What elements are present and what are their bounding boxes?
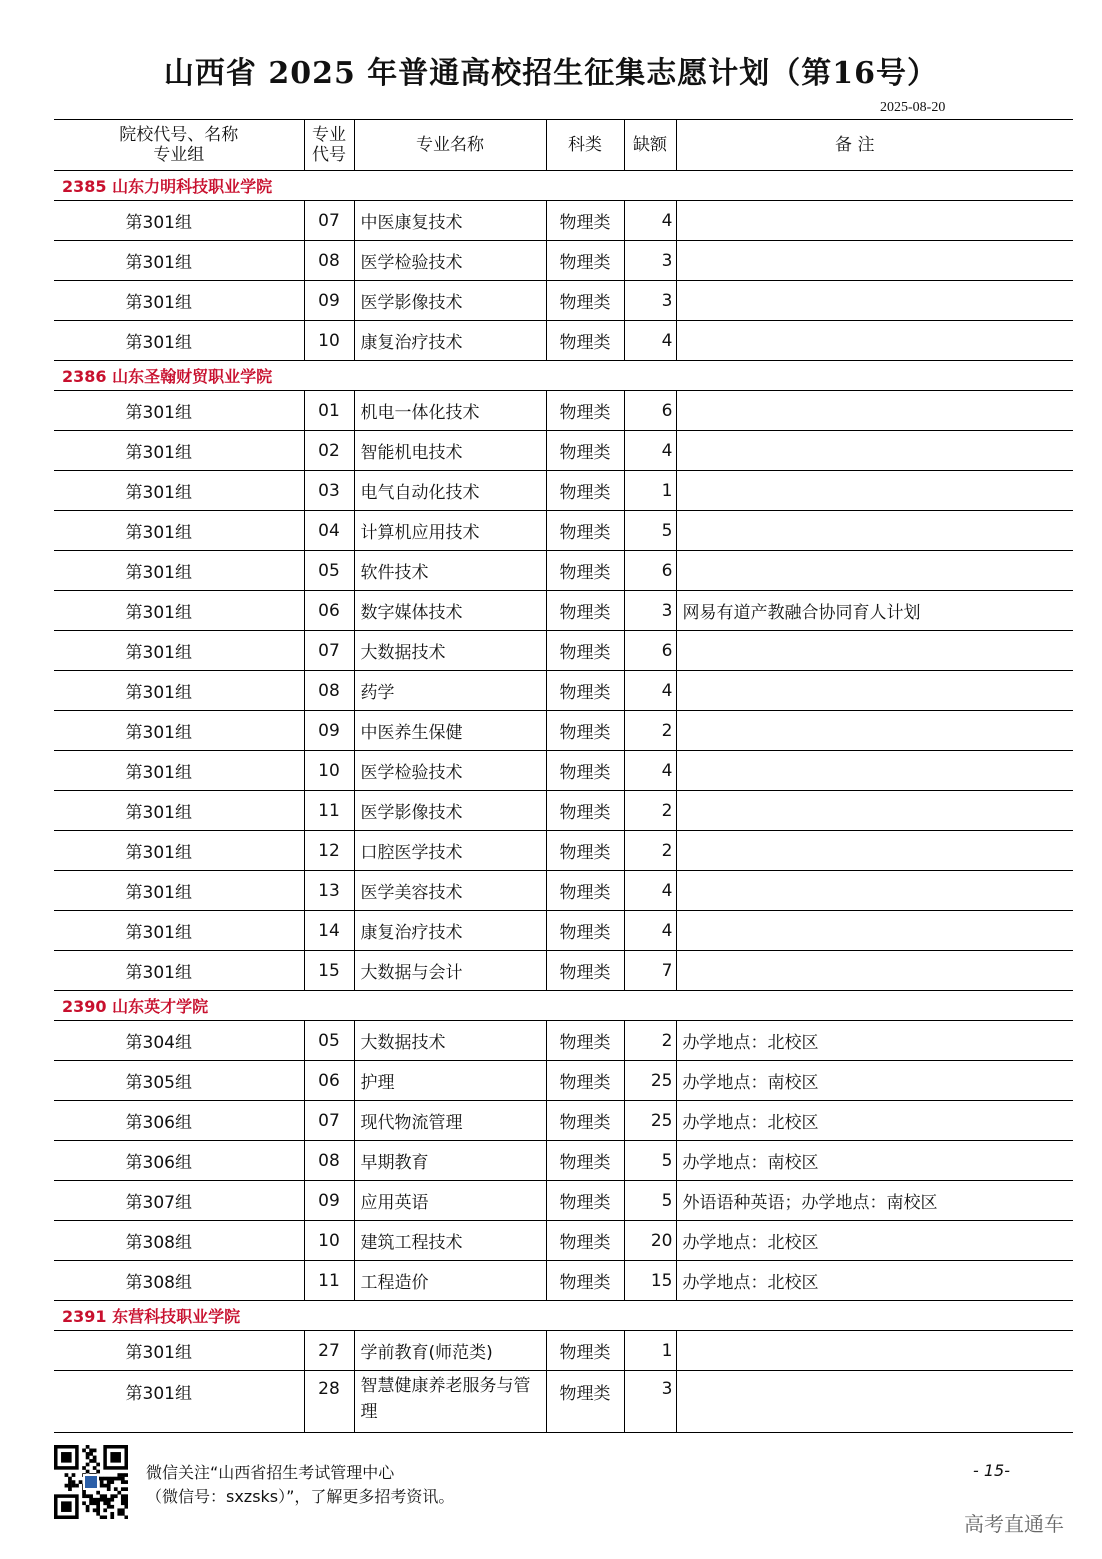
major-code-cell: 08 (304, 241, 354, 281)
table-row (54, 321, 1073, 361)
category-cell: 物理类 (546, 431, 624, 471)
school-name: 2391 东营科技职业学院 (54, 1301, 1073, 1331)
group-cell: 第301组 (54, 591, 304, 631)
major-name-cell: 医学检验技术 (354, 751, 546, 791)
major-name-cell: 康复治疗技术 (354, 321, 546, 361)
category-cell: 物理类 (546, 711, 624, 751)
major-name-cell: 口腔医学技术 (354, 831, 546, 871)
note-cell (676, 201, 1073, 241)
note-cell (676, 751, 1073, 791)
quota-cell: 5 (624, 511, 676, 551)
category-cell: 物理类 (546, 791, 624, 831)
major-name-cell: 学前教育(师范类) (354, 1331, 546, 1371)
major-code-cell: 12 (304, 831, 354, 871)
major-name-cell: 软件技术 (354, 551, 546, 591)
major-name-cell: 早期教育 (354, 1141, 546, 1181)
table-row (54, 281, 1073, 321)
category-cell: 物理类 (546, 1141, 624, 1181)
header-school-group (54, 120, 304, 171)
group-cell: 第306组 (54, 1141, 304, 1181)
header-category: 科类 (546, 120, 624, 171)
category-cell: 物理类 (546, 1021, 624, 1061)
table-row (54, 711, 1073, 751)
major-code-cell: 09 (304, 711, 354, 751)
category-cell: 物理类 (546, 201, 624, 241)
note-cell: 办学地点：北校区 (676, 1261, 1073, 1301)
quota-cell: 3 (624, 1371, 676, 1433)
group-cell: 第301组 (54, 1331, 304, 1371)
note-cell (676, 241, 1073, 281)
category-cell: 物理类 (546, 591, 624, 631)
table-row (54, 391, 1073, 431)
quota-cell: 20 (624, 1221, 676, 1261)
table-row (54, 471, 1073, 511)
major-name-cell: 智能机电技术 (354, 431, 546, 471)
quota-cell: 5 (624, 1141, 676, 1181)
group-cell: 第301组 (54, 471, 304, 511)
quota-cell: 4 (624, 201, 676, 241)
quota-cell: 4 (624, 751, 676, 791)
major-name-cell: 现代物流管理 (354, 1101, 546, 1141)
major-code-cell: 08 (304, 1141, 354, 1181)
category-cell: 物理类 (546, 1181, 624, 1221)
group-cell: 第301组 (54, 631, 304, 671)
note-cell (676, 1371, 1073, 1433)
major-name-cell: 数字媒体技术 (354, 591, 546, 631)
category-cell: 物理类 (546, 911, 624, 951)
note-cell (676, 431, 1073, 471)
table-row (54, 1101, 1073, 1141)
category-cell: 物理类 (546, 951, 624, 991)
major-code-cell: 10 (304, 321, 354, 361)
quota-cell: 1 (624, 471, 676, 511)
quota-cell: 1 (624, 1331, 676, 1371)
category-cell: 物理类 (546, 1331, 624, 1371)
note-cell (676, 711, 1073, 751)
page-title: 山西省 2025 年普通高校招生征集志愿计划（第16号） (163, 56, 939, 91)
note-cell (676, 671, 1073, 711)
category-cell: 物理类 (546, 631, 624, 671)
group-cell: 第301组 (54, 511, 304, 551)
major-name-cell: 药学 (354, 671, 546, 711)
major-name-cell: 智慧健康养老服务与管理 (354, 1371, 546, 1433)
table-row (54, 1371, 1073, 1433)
table-row (54, 201, 1073, 241)
major-code-cell: 14 (304, 911, 354, 951)
page-number: - 15- (973, 1461, 1010, 1480)
quota-cell: 4 (624, 911, 676, 951)
note-cell (676, 551, 1073, 591)
group-cell: 第301组 (54, 431, 304, 471)
note-cell: 网易有道产教融合协同育人计划 (676, 591, 1073, 631)
quota-cell: 2 (624, 1021, 676, 1061)
quota-cell: 2 (624, 831, 676, 871)
table-body (54, 171, 1073, 1433)
group-cell: 第301组 (54, 241, 304, 281)
table-header-row (54, 120, 1073, 171)
quota-cell: 6 (624, 631, 676, 671)
major-code-cell: 06 (304, 591, 354, 631)
group-cell: 第307组 (54, 1181, 304, 1221)
major-code-cell: 28 (304, 1371, 354, 1433)
quota-cell: 6 (624, 551, 676, 591)
major-code-cell: 09 (304, 281, 354, 321)
qr-code-icon (54, 1445, 128, 1519)
group-cell: 第301组 (54, 711, 304, 751)
category-cell: 物理类 (546, 1371, 624, 1433)
school-section-row (54, 171, 1073, 201)
major-code-cell: 13 (304, 871, 354, 911)
note-cell (676, 391, 1073, 431)
quota-cell: 3 (624, 281, 676, 321)
major-name-cell: 大数据技术 (354, 1021, 546, 1061)
major-code-cell: 07 (304, 201, 354, 241)
note-cell (676, 831, 1073, 871)
major-code-cell: 11 (304, 791, 354, 831)
category-cell: 物理类 (546, 751, 624, 791)
group-cell: 第306组 (54, 1101, 304, 1141)
quota-cell: 4 (624, 431, 676, 471)
table-row (54, 1331, 1073, 1371)
major-name-cell: 大数据与会计 (354, 951, 546, 991)
note-cell (676, 321, 1073, 361)
category-cell: 物理类 (546, 281, 624, 321)
major-name-cell: 中医康复技术 (354, 201, 546, 241)
school-name: 2386 山东圣翰财贸职业学院 (54, 361, 1073, 391)
major-name-cell: 应用英语 (354, 1181, 546, 1221)
quota-cell: 3 (624, 591, 676, 631)
table-row (54, 241, 1073, 281)
table-row (54, 871, 1073, 911)
category-cell: 物理类 (546, 1061, 624, 1101)
table-row (54, 1061, 1073, 1101)
table-row (54, 951, 1073, 991)
group-cell: 第301组 (54, 281, 304, 321)
school-section-row (54, 1301, 1073, 1331)
group-cell: 第301组 (54, 391, 304, 431)
note-cell (676, 471, 1073, 511)
watermark-text: 高考直通车 (964, 1512, 1064, 1536)
major-code-cell: 10 (304, 1221, 354, 1261)
header-school-group-line1: 院校代号、名称 (119, 125, 239, 145)
table-row (54, 631, 1073, 671)
enrollment-table (54, 119, 1073, 1433)
group-cell: 第301组 (54, 1371, 304, 1433)
category-cell: 物理类 (546, 511, 624, 551)
note-cell: 办学地点：北校区 (676, 1021, 1073, 1061)
enrollment-table-wrapper (54, 119, 1073, 1433)
note-cell: 办学地点：南校区 (676, 1141, 1073, 1181)
major-code-cell: 15 (304, 951, 354, 991)
major-name-cell: 护理 (354, 1061, 546, 1101)
category-cell: 物理类 (546, 241, 624, 281)
major-name-cell: 中医养生保健 (354, 711, 546, 751)
group-cell: 第308组 (54, 1261, 304, 1301)
school-section-row (54, 991, 1073, 1021)
quota-cell: 5 (624, 1181, 676, 1221)
table-row (54, 1261, 1073, 1301)
table-row (54, 551, 1073, 591)
quota-cell: 25 (624, 1101, 676, 1141)
table-row (54, 1021, 1073, 1061)
category-cell: 物理类 (546, 471, 624, 511)
publish-date: 2025-08-20 (880, 100, 946, 115)
note-cell (676, 791, 1073, 831)
table-row (54, 831, 1073, 871)
note-cell: 办学地点：北校区 (676, 1101, 1073, 1141)
category-cell: 物理类 (546, 391, 624, 431)
school-section-row (54, 361, 1073, 391)
note-cell (676, 911, 1073, 951)
table-row (54, 1221, 1073, 1261)
table-row (54, 1141, 1073, 1181)
footer-wechat-note (146, 1461, 454, 1509)
major-name-cell: 大数据技术 (354, 631, 546, 671)
category-cell: 物理类 (546, 1101, 624, 1141)
school-name: 2385 山东力明科技职业学院 (54, 171, 1073, 201)
major-code-cell: 27 (304, 1331, 354, 1371)
major-code-cell: 11 (304, 1261, 354, 1301)
header-quota: 缺额 (624, 120, 676, 171)
major-code-cell: 01 (304, 391, 354, 431)
major-code-cell: 07 (304, 1101, 354, 1141)
group-cell: 第301组 (54, 321, 304, 361)
header-code-line1: 专业 (312, 125, 346, 145)
quota-cell: 2 (624, 791, 676, 831)
header-code-line2: 代号 (312, 145, 346, 165)
group-cell: 第301组 (54, 951, 304, 991)
group-cell: 第301组 (54, 671, 304, 711)
quota-cell: 3 (624, 241, 676, 281)
major-code-cell: 03 (304, 471, 354, 511)
major-code-cell: 07 (304, 631, 354, 671)
quota-cell: 4 (624, 871, 676, 911)
table-row (54, 591, 1073, 631)
header-major-code (304, 120, 354, 171)
category-cell: 物理类 (546, 1261, 624, 1301)
major-code-cell: 05 (304, 1021, 354, 1061)
quota-cell: 4 (624, 321, 676, 361)
quota-cell: 15 (624, 1261, 676, 1301)
table-row (54, 751, 1073, 791)
major-code-cell: 10 (304, 751, 354, 791)
note-cell (676, 511, 1073, 551)
group-cell: 第301组 (54, 201, 304, 241)
group-cell: 第301组 (54, 831, 304, 871)
category-cell: 物理类 (546, 871, 624, 911)
major-name-cell: 工程造价 (354, 1261, 546, 1301)
major-code-cell: 05 (304, 551, 354, 591)
major-name-cell: 建筑工程技术 (354, 1221, 546, 1261)
major-name-cell: 电气自动化技术 (354, 471, 546, 511)
table-row (54, 911, 1073, 951)
header-notes: 备 注 (676, 120, 1073, 171)
group-cell: 第301组 (54, 871, 304, 911)
major-code-cell: 09 (304, 1181, 354, 1221)
category-cell: 物理类 (546, 671, 624, 711)
note-cell (676, 951, 1073, 991)
note-cell (676, 871, 1073, 911)
quota-cell: 7 (624, 951, 676, 991)
major-name-cell: 康复治疗技术 (354, 911, 546, 951)
note-cell: 办学地点：北校区 (676, 1221, 1073, 1261)
category-cell: 物理类 (546, 551, 624, 591)
category-cell: 物理类 (546, 1221, 624, 1261)
category-cell: 物理类 (546, 831, 624, 871)
category-cell: 物理类 (546, 321, 624, 361)
note-cell: 办学地点：南校区 (676, 1061, 1073, 1101)
major-name-cell: 计算机应用技术 (354, 511, 546, 551)
table-row (54, 671, 1073, 711)
group-cell: 第301组 (54, 551, 304, 591)
table-row (54, 431, 1073, 471)
note-cell (676, 631, 1073, 671)
group-cell: 第301组 (54, 911, 304, 951)
footer-line-1: 微信关注“山西省招生考试管理中心 (146, 1463, 395, 1482)
major-code-cell: 02 (304, 431, 354, 471)
major-name-cell: 医学影像技术 (354, 281, 546, 321)
major-code-cell: 04 (304, 511, 354, 551)
major-name-cell: 医学检验技术 (354, 241, 546, 281)
major-code-cell: 08 (304, 671, 354, 711)
note-cell (676, 1331, 1073, 1371)
note-cell: 外语语种英语；办学地点：南校区 (676, 1181, 1073, 1221)
quota-cell: 2 (624, 711, 676, 751)
group-cell: 第301组 (54, 751, 304, 791)
quota-cell: 4 (624, 671, 676, 711)
note-cell (676, 281, 1073, 321)
group-cell: 第301组 (54, 791, 304, 831)
header-major-name: 专业名称 (354, 120, 546, 171)
major-name-cell: 医学影像技术 (354, 791, 546, 831)
school-name: 2390 山东英才学院 (54, 991, 1073, 1021)
quota-cell: 25 (624, 1061, 676, 1101)
quota-cell: 6 (624, 391, 676, 431)
header-school-group-line2: 专业组 (153, 145, 205, 165)
table-row (54, 511, 1073, 551)
group-cell: 第308组 (54, 1221, 304, 1261)
group-cell: 第304组 (54, 1021, 304, 1061)
major-name-cell: 机电一体化技术 (354, 391, 546, 431)
group-cell: 第305组 (54, 1061, 304, 1101)
footer-line-2: （微信号：sxzsks）”，了解更多招考资讯。 (146, 1487, 455, 1506)
major-code-cell: 06 (304, 1061, 354, 1101)
major-name-cell: 医学美容技术 (354, 871, 546, 911)
table-row (54, 791, 1073, 831)
table-row (54, 1181, 1073, 1221)
